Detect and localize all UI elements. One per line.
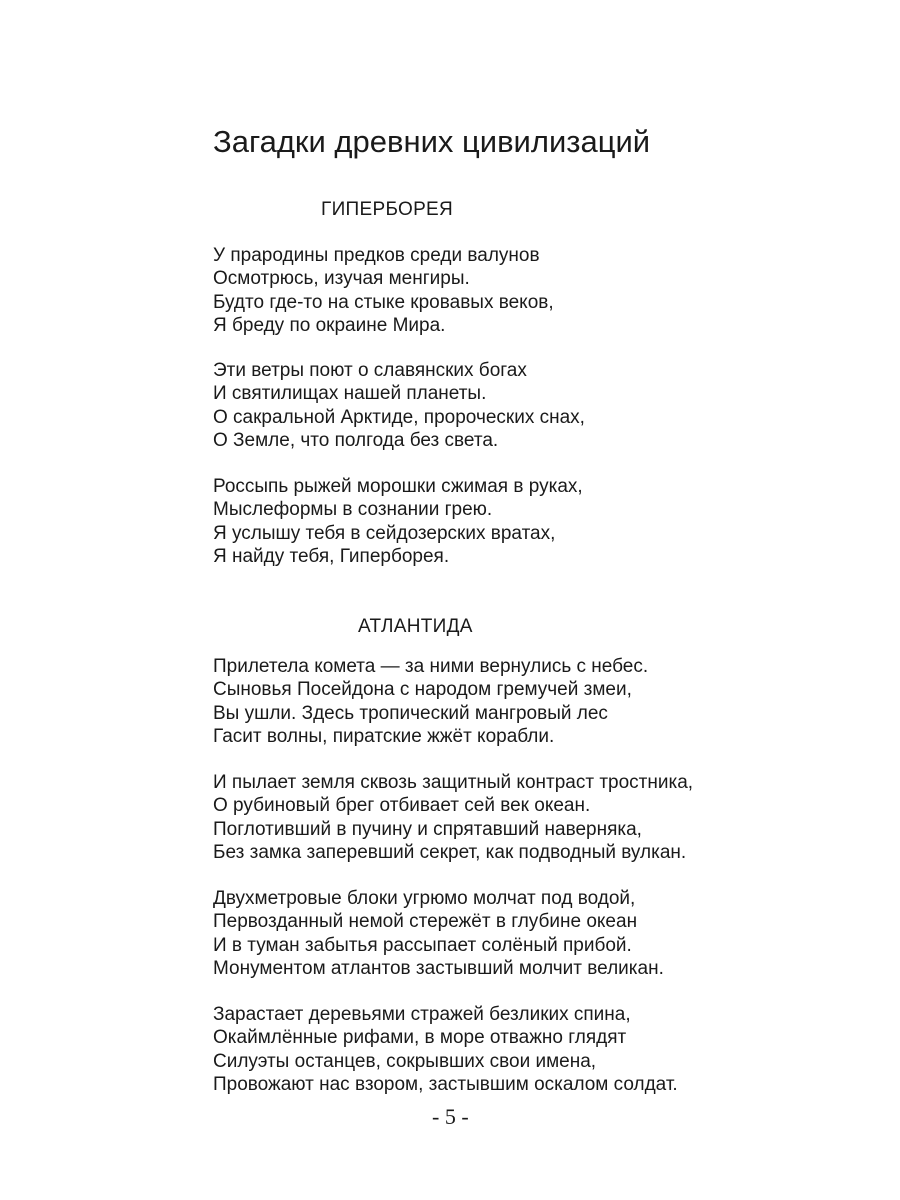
poem-line: О сакральной Арктиде, пророческих снах, bbox=[213, 406, 585, 428]
poem-line: Прилетела комета — за ними вернулись с небес. bbox=[213, 656, 649, 677]
poem-line: Я услышу тебя в сейдозерских вратах, bbox=[213, 522, 556, 544]
poem-line: Сыновья Посейдона с народом гремучей змеи, bbox=[213, 679, 632, 701]
poem-stanza bbox=[213, 244, 554, 337]
poem-line: Силуэты останцев, сокрывших свои имена, bbox=[213, 1050, 597, 1072]
poem-line: Провожают нас взором, застывшим оскалом солдат. bbox=[213, 1073, 678, 1095]
poem-line: И святилищах нашей планеты. bbox=[213, 383, 487, 405]
poem-line: Я найду тебя, Гиперборея. bbox=[213, 545, 450, 567]
poem-stanza bbox=[213, 887, 664, 980]
poem-line: Будто где-то на стыке кровавых веков, bbox=[213, 291, 554, 313]
poem-stanza bbox=[213, 359, 585, 452]
poem-line: Я бреду по окраине Мира. bbox=[213, 314, 446, 336]
poem-stanza bbox=[213, 771, 693, 864]
poem-stanza bbox=[213, 655, 648, 748]
poem-line: Осмотрюсь, изучая менгиры. bbox=[213, 268, 470, 290]
poem-line: Двухметровые блоки угрюмо молчат под водой, bbox=[213, 888, 636, 909]
poem-title-hyperborea: ГИПЕРБОРЕЯ bbox=[321, 199, 454, 220]
poem-line: И пылает земля сквозь защитный контраст тростника, bbox=[213, 772, 694, 793]
poem-line: Гасит волны, пиратские жжёт корабли. bbox=[213, 725, 555, 747]
poem-line: Россыпь рыжей морошки сжимая в руках, bbox=[213, 476, 583, 497]
page-number: - 5 - bbox=[432, 1104, 469, 1129]
poem-stanza bbox=[213, 1003, 678, 1096]
poem-line: О Земле, что полгода без света. bbox=[213, 429, 499, 451]
poem-line: Вы ушли. Здесь тропический мангровый лес bbox=[213, 702, 608, 724]
poem-line: Поглотивший в пучину и спрятавший наверняка, bbox=[213, 818, 642, 840]
poem-line: Окаймлённые рифами, в море отважно глядят bbox=[213, 1027, 627, 1049]
poem-line: Без замка заперевший секрет, как подводный вулкан. bbox=[213, 841, 687, 863]
poem-line: Эти ветры поют о славянских богах bbox=[213, 360, 527, 381]
poem-line: Монументом атлантов застывший молчит великан. bbox=[213, 957, 664, 979]
poem-line: У прародины предков среди валунов bbox=[213, 245, 540, 266]
poem-line: Зарастает деревьями стражей безликих спина, bbox=[213, 1004, 631, 1025]
poem-stanza bbox=[213, 475, 583, 568]
poem-line: Первозданный немой стережёт в глубине океан bbox=[213, 911, 638, 933]
poem-line: И в туман забытья рассыпает солёный прибой. bbox=[213, 934, 632, 956]
poem-line: Мыслеформы в сознании грею. bbox=[213, 499, 493, 521]
poem-line: О рубиновый брег отбивает сей век океан. bbox=[213, 795, 591, 817]
chapter-title: Загадки древних цивилизаций bbox=[213, 124, 651, 159]
poem-title-atlantis: АТЛАНТИДА bbox=[358, 616, 473, 637]
